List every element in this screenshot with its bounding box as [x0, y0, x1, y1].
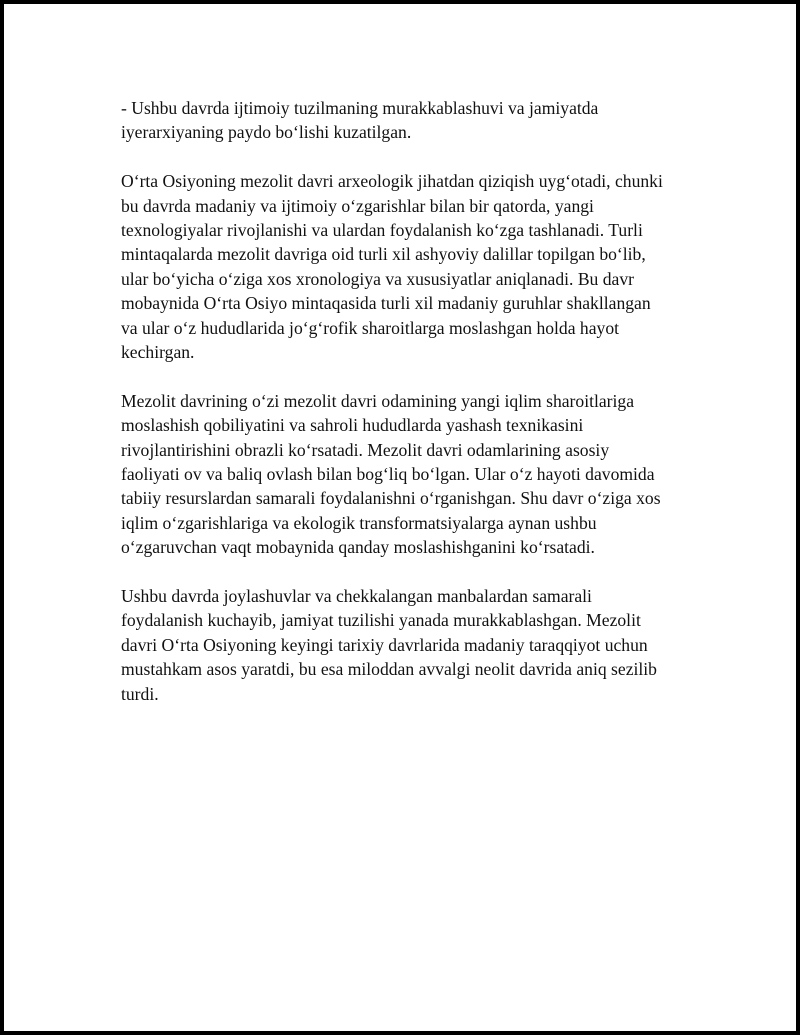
document-body: [121, 96, 691, 731]
paragraph-mesolithic-adaptation: Mezolit davrining o‘zi mezolit davri odamining yangi iqlim sharoitlariga moslashish qobiliyatini va sahroli hududlarda yashash texnikasini rivojlantirishini obrazli ko‘rsatadi. Mezolit davri odamlarining asosiy faoliyati ov va baliq ovlash bilan bog‘liq bo‘lgan. Ular o‘z hayoti davomida tabiiy resurslardan samarali foydalanishni o‘rganishgan. Shu davr o‘ziga xos iqlim o‘zgarishlariga va ekologik transformatsiyalarga aynan ushbu o‘zgaruvchan vaqt mobaynida qanday moslashishganini ko‘rsatadi.: [121, 390, 661, 558]
paragraph-mesolithic-archaeology: O‘rta Osiyoning mezolit davri arxeologik jihatdan qiziqish uyg‘otadi, chunki bu davrda madaniy va ijtimoiy o‘zgarishlar bilan bir qatorda, yangi texnologiyalar rivojlanishi va ulardan foydalanish ko‘zga tashlanadi. Turli mintaqalarda mezolit davriga oid turli xil ashyoviy dalillar topilgan bo‘lib, ular bo‘yicha o‘ziga xos xronologiya va xususiyatlar aniqlanadi. Bu davr mobaynida O‘rta Osiyo mintaqasida turli xil madaniy guruhlar shakllangan va ular o‘z hududlarida jo‘g‘rofik sharoitlarga moslashgan holda hayot kechirgan.: [121, 171, 663, 363]
paragraph-social-hierarchy: - Ushbu davrda ijtimoiy tuzilmaning murakkablashuvi va jamiyatda iyerarxiyaning paydo bo‘lishi kuzatilgan.: [121, 98, 599, 143]
paragraph-mesolithic-legacy: Ushbu davrda joylashuvlar va chekkalangan manbalardan samarali foydalanish kuchayib, jamiyat tuzilishi yanada murakkablashgan. Mezolit davri O‘rta Osiyoning keyingi tarixiy davrlarida madaniy taraqqiyot uchun mustahkam asos yaratdi, bu esa miloddan avvalgi neolit davrida aniq sezilib turdi.: [121, 586, 657, 704]
